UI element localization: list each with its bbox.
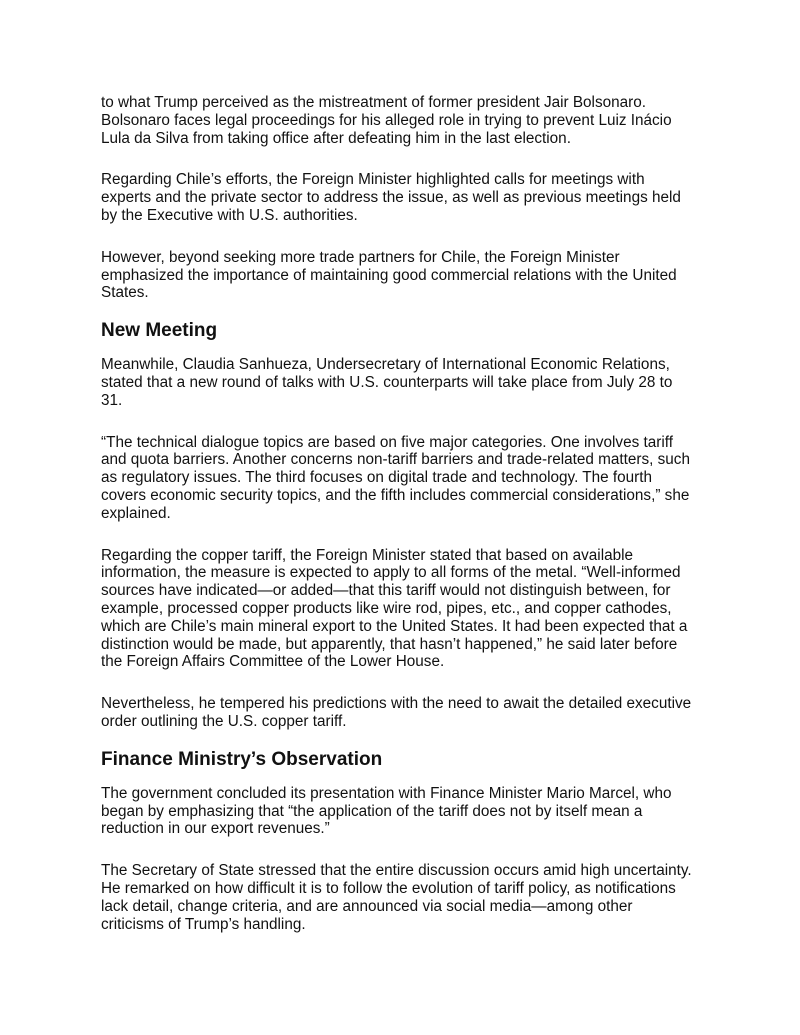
text-line: by the Executive with U.S. authorities. bbox=[101, 206, 358, 224]
text-line: the Foreign Affairs Committee of the Lower House. bbox=[101, 653, 445, 671]
text-line: explained. bbox=[101, 504, 171, 522]
text-line: criticisms of Trump’s handling. bbox=[101, 915, 306, 933]
text-line: covers economic security topics, and the fifth includes commercial considerations,” she bbox=[101, 486, 690, 504]
document-body bbox=[101, 94, 721, 957]
section-finance-ministry bbox=[101, 785, 721, 934]
text-line: stated that a new round of talks with U.S. counterparts will take place from July 28 to bbox=[101, 373, 673, 391]
text-line: and quota barriers. Another concerns non-tariff barriers and trade-related matters, such bbox=[101, 451, 690, 469]
text-line: sources have indicated—or added—that this tariff would not distinguish between, for bbox=[101, 582, 671, 600]
text-line: States. bbox=[101, 284, 149, 302]
text-line: Nevertheless, he tempered his predictions with the need to await the detailed executive bbox=[101, 695, 692, 713]
text-line: distinction would be made, but apparently, that hasn’t happened,” he said later before bbox=[101, 635, 678, 653]
text-line: Regarding the copper tariff, the Foreign Minister stated that based on available bbox=[101, 546, 634, 564]
text-line: The government concluded its presentation with Finance Minister Mario Marcel, who bbox=[101, 784, 672, 802]
text-line: “The technical dialogue topics are based on five major categories. One involves tariff bbox=[101, 433, 673, 451]
text-line: example, processed copper products like wire rod, pipes, etc., and copper cathodes, bbox=[101, 599, 672, 617]
text-line: as regulatory issues. The third focuses on digital trade and technology. The fourth bbox=[101, 469, 653, 487]
section-heading: New Meeting bbox=[101, 320, 218, 342]
paragraph bbox=[101, 356, 721, 409]
text-line: reduction in our export revenues.” bbox=[101, 820, 330, 838]
text-line: emphasized the importance of maintaining good commercial relations with the United bbox=[101, 266, 677, 284]
text-line: Meanwhile, Claudia Sanhueza, Undersecretary of International Economic Relations, bbox=[101, 356, 670, 374]
text-line: The Secretary of State stressed that the entire discussion occurs amid high uncertainty. bbox=[101, 862, 692, 880]
paragraph bbox=[101, 434, 721, 523]
paragraph bbox=[101, 695, 721, 731]
paragraph bbox=[101, 547, 721, 672]
text-line: order outlining the U.S. copper tariff. bbox=[101, 712, 347, 730]
text-line: began by emphasizing that “the application of the tariff does not by itself mean a bbox=[101, 802, 643, 820]
text-line: However, beyond seeking more trade partners for Chile, the Foreign Minister bbox=[101, 248, 620, 266]
text-line: experts and the private sector to address the issue, as well as previous meetings held bbox=[101, 189, 681, 207]
section-new-meeting bbox=[101, 356, 721, 731]
paragraph bbox=[101, 249, 721, 302]
text-line: to what Trump perceived as the mistreatment of former president Jair Bolsonaro. bbox=[101, 94, 646, 111]
section-intro bbox=[101, 94, 721, 302]
text-line: Bolsonaro faces legal proceedings for his alleged role in trying to prevent Luiz Inácio bbox=[101, 111, 672, 129]
text-line: Regarding Chile’s efforts, the Foreign Minister highlighted calls for meetings with bbox=[101, 171, 645, 189]
text-line: Lula da Silva from taking office after defeating him in the last election. bbox=[101, 129, 571, 147]
text-line: information, the measure is expected to apply to all forms of the metal. “Well-informed bbox=[101, 564, 681, 582]
paragraph bbox=[101, 862, 721, 933]
section-heading: Finance Ministry’s Observation bbox=[101, 748, 383, 770]
text-line: 31. bbox=[101, 391, 123, 409]
text-line: which are Chile’s main mineral export to the United States. It had been expected that a bbox=[101, 617, 688, 635]
text-line: lack detail, change criteria, and are announced via social media—among other bbox=[101, 897, 633, 915]
paragraph bbox=[101, 785, 721, 838]
text-line: He remarked on how difficult it is to follow the evolution of tariff policy, as notifications bbox=[101, 879, 676, 897]
paragraph bbox=[101, 171, 721, 224]
paragraph bbox=[101, 94, 721, 147]
